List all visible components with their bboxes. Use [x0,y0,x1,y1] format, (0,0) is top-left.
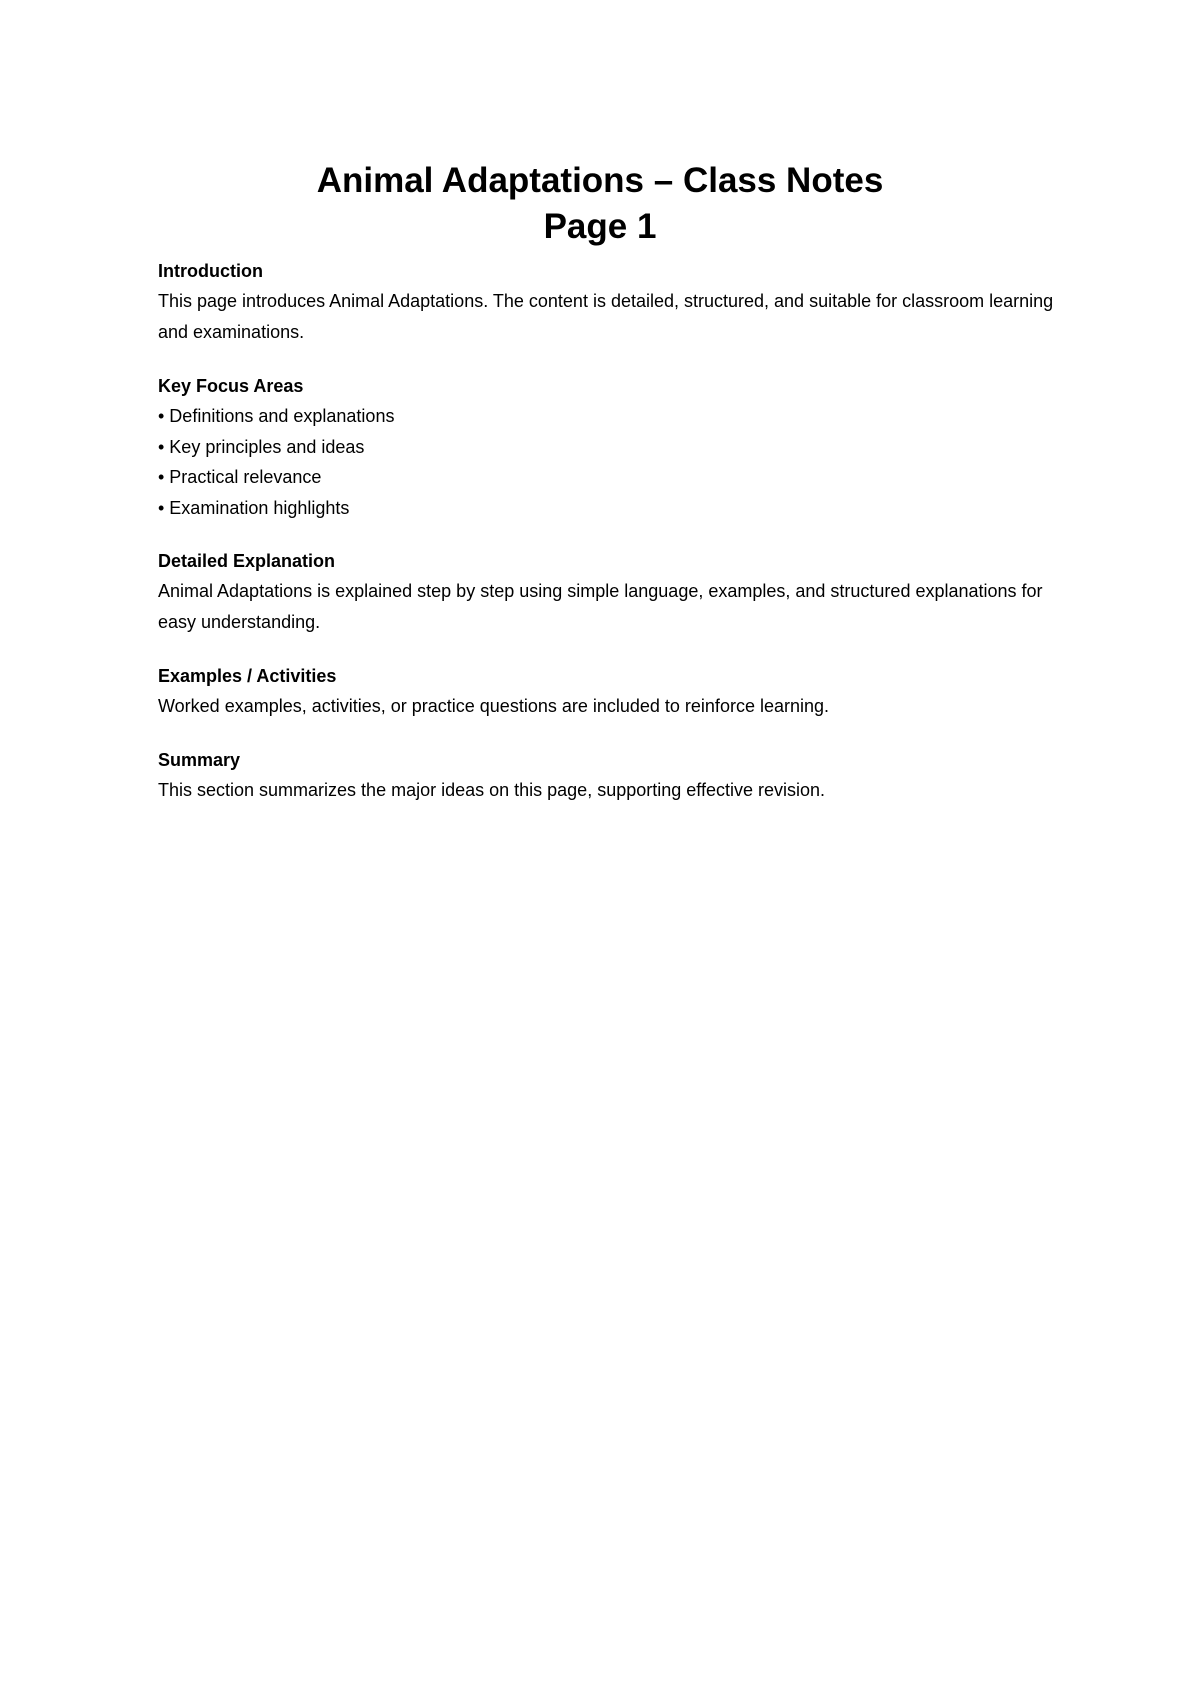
section-text: Animal Adaptations is explained step by step using simple language, examples, and structured explanations for easy understanding. [158,581,1043,632]
document-title: Animal Adaptations – Class Notes [316,161,884,200]
section-introduction [158,256,1058,348]
list-item: • Definitions and explanations [158,406,395,426]
section-heading: Summary [158,750,241,770]
section-summary [158,745,1058,806]
section-heading: Examples / Activities [158,666,337,686]
title-block [0,158,1200,250]
section-heading: Introduction [158,261,263,281]
section-key-focus-areas [158,371,1058,523]
section-heading: Key Focus Areas [158,376,304,396]
section-detailed-explanation [158,546,1058,638]
document-body [158,256,1058,829]
section-examples-activities [158,661,1058,722]
page-number-title: Page 1 [543,207,657,246]
section-text: This section summarizes the major ideas on this page, supporting effective revision. [158,780,825,800]
list-item: • Key principles and ideas [158,436,365,457]
section-heading: Detailed Explanation [158,551,336,571]
section-text: This page introduces Animal Adaptations. The content is detailed, structured, and suitable for classroom learning and examinations. [158,291,1054,342]
list-item: • Examination highlights [158,497,350,518]
section-text: Worked examples, activities, or practice questions are included to reinforce learning. [158,696,830,716]
list-item: • Practical relevance [158,467,322,487]
bullet-list [158,401,1058,523]
